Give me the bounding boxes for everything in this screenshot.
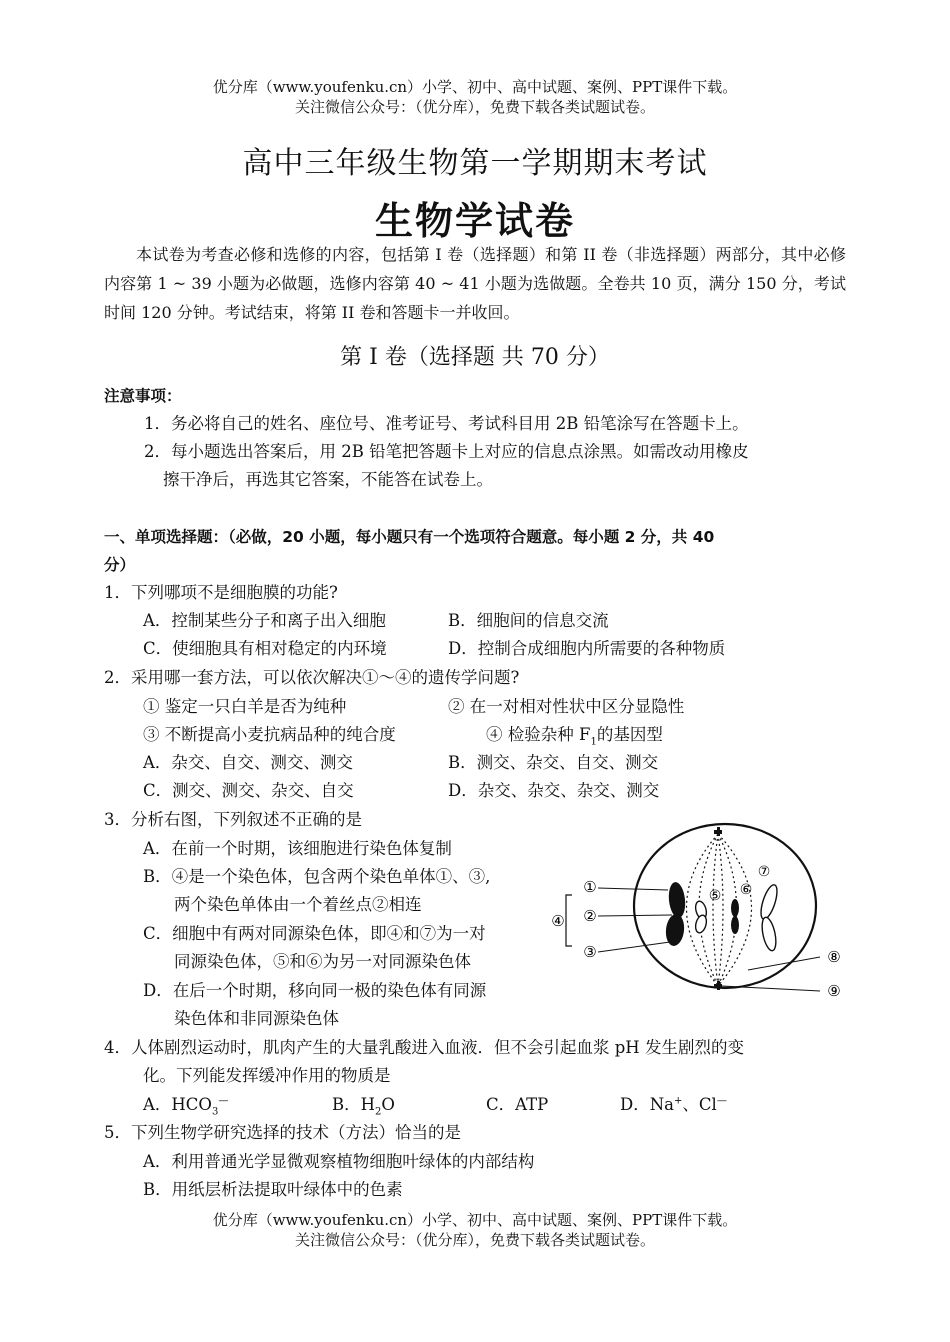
q3-option-d-line2: 染色体和非同源染色体 [174,1009,339,1028]
footer-line-1: 优分库（www.youfenku.cn）小学、初中、高中试题、案例、PPT课件下载。 [212,1211,738,1229]
q1-option-a: A．控制某些分子和离子出入细胞 [143,611,386,630]
label-5: ⑤ [708,888,722,904]
label-3: ③ [583,943,597,961]
notice-item-1: 1．务必将自己的姓名、座位号、准考证号、考试科目用 2B 铅笔涂写在答题卡上。 [144,414,749,433]
q3-option-b-line1: B．④是一个染色体，包含两个染色单体①、③, [143,867,491,886]
header-line-2: 关注微信公众号：（优分库），免费下载各类试题试卷。 [294,98,655,116]
q1-option-b: B．细胞间的信息交流 [448,611,609,630]
label-7: ⑦ [757,864,771,880]
q4-option-b: B．$H_2O$ [332,1095,395,1118]
label-9: ⑨ [827,982,841,1000]
q3-option-d-line1: D．在后一个时期，移向同一极的染色体有同源 [143,981,487,1000]
notice-item-2a: 2．每小题选出答案后，用 2B 铅笔把答题卡上对应的信息点涂黑。如需改动用橡皮 [144,442,749,461]
label-6: ⑥ [739,882,753,898]
bracket-4 [566,895,572,946]
label-4: ④ [551,912,565,930]
q5-stem: 5．下列生物学研究选择的技术（方法）恰当的是 [104,1123,461,1142]
q1-stem: 1．下列哪项不是细胞膜的功能? [104,583,338,602]
q5-option-a: A．利用普通光学显微观察植物细胞叶绿体的内部结构 [143,1152,535,1171]
q4-stem-line2: 化。下列能发挥缓冲作用的物质是 [143,1066,391,1085]
q2-option-d: D．杂交、杂交、杂交、测交 [448,781,660,800]
centriole-top [714,827,722,836]
q1-option-d: D．控制合成细胞内所需要的各种物质 [448,639,726,658]
q4-option-a: A．$HCO_3^—$ [143,1095,229,1118]
q2-problem-4: ④ 检验杂种 $F_1$的基因型 [486,725,663,748]
intro-paragraph: 本试卷为考查必修和选修的内容，包括第 I 卷（选择题）和第 II 卷（非选择题）两部分，其中必修内容第 1 ~ 39 小题为必做题，选修内容第 40 ~ 41 小题为选做题。全卷共 10 页，满分 150 分，考试时间 120 分钟。考试结束，将第 II 卷和答题卡一并收回。 [104,245,846,322]
q3-option-a: A．在前一个时期，该细胞进行染色体复制 [143,839,452,858]
exam-title: 高中三年级生物第一学期期末考试 [242,146,708,181]
footer-line-2: 关注微信公众号：（优分库），免费下载各类试题试卷。 [294,1231,655,1249]
q2-problem-1: ① 鉴定一只白羊是否为纯种 [143,697,347,716]
q3-option-c-line2: 同源染色体，⑤和⑥为另一对同源染色体 [174,952,471,971]
section-title: 第 I 卷（选择题 共 70 分） [340,345,610,370]
label-8: ⑧ [827,948,841,966]
q2-stem: 2．采用哪一套方法，可以依次解决①～④的遗传学问题? [104,668,520,687]
q3-option-c-line1: C．细胞中有两对同源染色体，即④和⑦为一对 [143,924,486,943]
q1-option-c: C．使细胞具有相对稳定的内环境 [143,639,387,658]
label-1: ① [583,878,597,896]
chromosome-7 [758,883,781,952]
q5-option-b: B．用纸层析法提取叶绿体中的色素 [143,1180,403,1199]
chromosome-4 [664,881,686,947]
q2-option-b: B．测交、杂交、自交、测交 [448,753,659,772]
chromosome-5 [694,900,708,934]
q4-stem-line1: 4．人体剧烈运动时，肌肉产生的大量乳酸进入血液．但不会引起血浆 pH 发生剧烈的变 [104,1038,744,1057]
notice-heading: 注意事项： [104,387,182,405]
part1-heading-a: 一、单项选择题：（必做，20 小题，每小题只有一个选项符合题意。每小题 2 分，共 40 [104,528,715,546]
notice-item-2b: 擦干净后，再选其它答案，不能答在试卷上。 [163,470,493,489]
q2-option-a: A．杂交、自交、测交、测交 [143,753,353,772]
q4-option-c: C．ATP [486,1095,549,1114]
q3-option-b-line2: 两个染色单体由一个着丝点②相连 [174,895,422,914]
header-line-1: 优分库（www.youfenku.cn）小学、初中、高中试题、案例、PPT课件下载。 [212,78,738,96]
q2-problem-2: ② 在一对相对性状中区分显隐性 [448,697,685,716]
q4-option-d: D．Na+、Cl— [620,1095,727,1114]
label-2: ② [583,907,597,925]
exam-subtitle: 生物学试卷 [374,198,575,243]
chromosome-6 [731,899,739,934]
q2-problem-3: ③ 不断提高小麦抗病品种的纯合度 [143,725,396,744]
part1-heading-b: 分） [104,556,136,574]
q3-stem: 3．分析右图，下列叙述不正确的是 [104,810,362,829]
cell-division-figure [550,818,850,1004]
q2-option-c: C．测交、测交、杂交、自交 [143,781,354,800]
